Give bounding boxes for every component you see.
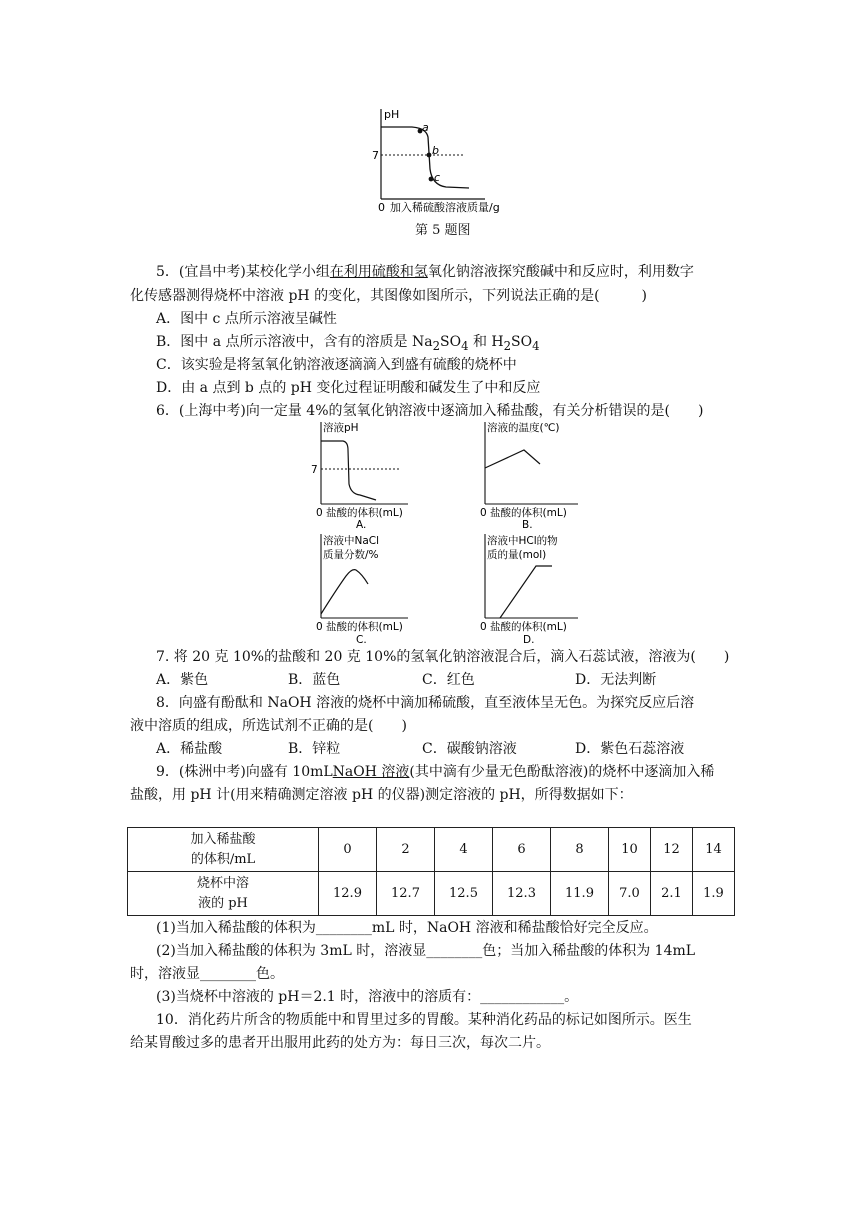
q9-stem-line1: 9．(株洲中考)向盛有 10mLNaOH 溶液(其中滴有少量无色酚酞溶液)的烧杯中逐滴加入稀	[156, 764, 715, 780]
q5-label-b: b	[432, 144, 439, 157]
q10-stem-line1: 10．消化药片所含的物质能中和胃里过多的胃酸。某种消化药品的标记如图所示。医生	[156, 1012, 692, 1028]
q6b-xlabel: 0 盐酸的体积(mL)	[480, 507, 567, 519]
q6d-ylabel-2: 质的量(mol)	[487, 549, 547, 561]
q5-ph-figure	[360, 105, 540, 217]
q5-origin: 0	[378, 201, 385, 214]
volume-cell: 6	[493, 828, 551, 872]
q5-ylabel: pH	[384, 108, 400, 121]
q6-graph-c	[308, 530, 418, 648]
q6d-xlabel: 0 盐酸的体积(mL)	[480, 621, 567, 633]
q5-seven-label: 7	[372, 149, 379, 162]
q6c-curve	[321, 570, 368, 614]
q9-subquestion-1: (1)当加入稀盐酸的体积为________mL 时，NaOH 溶液和稀盐酸恰好完全反应。	[156, 920, 658, 936]
volume-cell: 4	[435, 828, 493, 872]
q5-ph-curve	[381, 127, 469, 188]
volume-cell: 0	[319, 828, 377, 872]
q8-stem-line1: 8．向盛有酚酞和 NaOH 溶液的烧杯中滴加稀硫酸，直至液体呈无色。为探究反应后溶	[156, 695, 695, 711]
q5-option-a: A．图中 c 点所示溶液呈碱性	[156, 311, 337, 327]
q6-stem: 6．(上海中考)向一定量 4%的氢氧化钠溶液中逐滴加入稀盐酸，有关分析错误的是( )	[156, 403, 704, 419]
volume-cell: 2	[377, 828, 435, 872]
q5-option-c: C．该实验是将氢氧化钠溶液逐滴滴入到盛有硫酸的烧杯中	[156, 357, 517, 373]
q8-option-b: B．锌粒	[288, 741, 341, 757]
q7-option-a: A．紫色	[156, 672, 209, 688]
q7-option-b: B．蓝色	[288, 672, 341, 688]
q6a-tag: A.	[356, 519, 367, 530]
q7-stem: 7. 将 20 克 10%的盐酸和 20 克 10%的氢氧化钠溶液混合后，滴入石蕊试液，溶液为( )	[156, 649, 730, 665]
q6a-ylabel: 溶液pH	[323, 422, 359, 434]
ph-cell: 2.1	[650, 872, 692, 916]
q5-stem-line2: 化传感器测得烧杯中溶液 pH 的变化，其图像如图所示，下列说法正确的是( )	[130, 288, 647, 304]
ph-cell: 1.9	[692, 872, 734, 916]
q6c-ylabel-2: 质量分数/%	[323, 549, 379, 561]
q6c-xlabel: 0 盐酸的体积(mL)	[316, 621, 403, 633]
volume-cell: 12	[650, 828, 692, 872]
q5-stem-line1: 5．(宜昌中考)某校化学小组在利用硫酸和氢氧化钠溶液探究酸碱中和反应时，利用数字	[156, 264, 694, 280]
q5-label-c: c	[434, 171, 441, 184]
q5-point-c	[429, 177, 434, 182]
q9-stem-line2: 盐酸，用 pH 计(用来精确测定溶液 pH 的仪器)测定溶液的 pH，所得数据如下：	[130, 787, 633, 803]
q10-stem-line2: 给某胃酸过多的患者开出服用此药的处方为：每日三次，每次二片。	[130, 1035, 550, 1051]
q9-subquestion-2-line1: (2)当加入稀盐酸的体积为 3mL 时，溶液显________色；当加入稀盐酸的体积为 14mL	[156, 943, 696, 959]
q9-subquestion-2-line2: 时，溶液显________色。	[130, 966, 284, 982]
table-row	[128, 828, 735, 872]
q5-point-b	[427, 153, 432, 158]
q7-option-d: D．无法判断	[575, 672, 657, 688]
table-row	[128, 872, 735, 916]
q6-graph-a	[308, 418, 418, 530]
volume-cell: 14	[692, 828, 734, 872]
q6a-curve	[321, 441, 376, 500]
q9-data-table	[127, 827, 735, 916]
q6b-tag: B.	[522, 519, 533, 530]
q5-option-d: D．由 a 点到 b 点的 pH 变化过程证明酸和碱发生了中和反应	[156, 380, 541, 396]
q9-subquestion-3: (3)当烧杯中溶液的 pH＝2.1 时，溶液中的溶质有：____________。	[156, 989, 579, 1005]
q7-option-c: C．红色	[422, 672, 475, 688]
ph-cell: 12.3	[493, 872, 551, 916]
q8-stem-line2: 液中溶质的组成，所选试剂不正确的是( )	[130, 718, 407, 734]
q6a-seven: 7	[311, 464, 318, 476]
q5-xlabel: 加入稀硫酸溶液质量/g	[390, 201, 500, 214]
volume-cell: 8	[551, 828, 609, 872]
volume-header: 加入稀盐酸 的体积/mL	[128, 828, 319, 872]
ph-cell: 12.9	[319, 872, 377, 916]
q6b-curve	[485, 450, 540, 468]
ph-cell: 7.0	[609, 872, 651, 916]
volume-cell: 10	[609, 828, 651, 872]
q8-option-c: C．碳酸钠溶液	[422, 741, 517, 757]
ph-cell: 12.5	[435, 872, 493, 916]
q6b-ylabel: 溶液的温度(℃)	[487, 422, 560, 434]
q6d-ylabel-1: 溶液中HCl的物	[487, 535, 558, 547]
q5-option-b: B．图中 a 点所示溶液中，含有的溶质是 $Na_2SO_4$ 和 $H_2SO_4$	[156, 334, 540, 353]
q6c-tag: C.	[356, 634, 367, 646]
q5-figure-caption: 第 5 题图	[415, 223, 471, 238]
ph-header: 烧杯中溶 液的 pH	[128, 872, 319, 916]
q6d-curve	[500, 566, 552, 618]
q5-label-a: a	[422, 121, 429, 134]
q6a-xlabel: 0 盐酸的体积(mL)	[316, 507, 403, 519]
q6c-ylabel-1: 溶液中NaCl	[323, 535, 380, 547]
q6-graph-b	[478, 418, 588, 530]
q8-option-a: A．稀盐酸	[156, 741, 223, 757]
q6-graph-d	[478, 530, 588, 648]
q8-option-d: D．紫色石蕊溶液	[575, 741, 685, 757]
ph-cell: 12.7	[377, 872, 435, 916]
ph-cell: 11.9	[551, 872, 609, 916]
q6d-tag: D.	[523, 634, 535, 646]
